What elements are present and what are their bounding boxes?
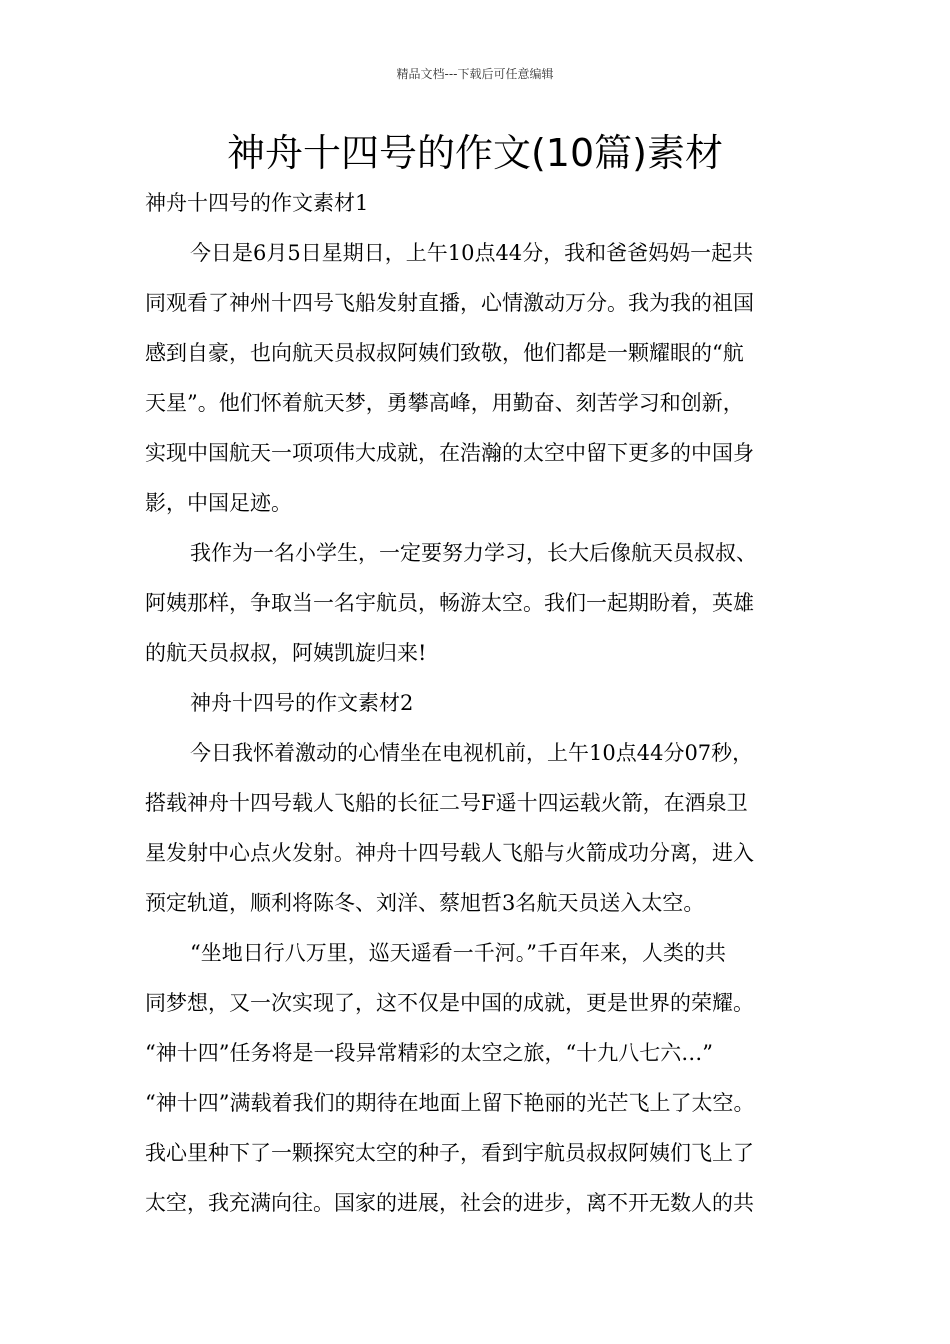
text-line: 太空，我充满向往。国家的进展，社会的进步，离不开无数人的共 [145,1191,754,1215]
document-body [145,178,825,1228]
text-line: 星发射中心点火发射。神舟十四号载人飞船与火箭成功分离，进入 [145,841,754,865]
text-line: 预定轨道，顺利将陈冬、刘洋、蔡旭哲3名航天员送入太空。 [145,891,705,915]
document-title: 神舟十四号的作文(10篇)素材 [226,131,723,175]
text-line: 搭载神舟十四号载人飞船的长征二号F遥十四运载火箭，在酒泉卫 [145,791,748,815]
text-line: 神舟十四号的作文素材2 [190,691,414,715]
text-line: 今日我怀着激动的心情坐在电视机前，上午10点44分07秒， [190,741,754,765]
text-line: 感到自豪，也向航天员叔叔阿姨们致敬，他们都是一颗耀眼的“航 [145,341,744,365]
text-line: “坐地日行八万里，巡天遥看一千河。”千百年来，人类的共 [190,941,726,965]
text-line: 同观看了神州十四号飞船发射直播，心情激动万分。我为我的祖国 [145,291,754,315]
text-line: 的航天员叔叔，阿姨凯旋归来! [145,641,427,665]
text-line: 同梦想，又一次实现了，这不仅是中国的成就，更是世界的荣耀。 [145,991,754,1015]
text-line: 实现中国航天一项项伟大成就，在浩瀚的太空中留下更多的中国身 [145,441,754,465]
header-note: 精品文档---下载后可任意编辑 [396,67,554,81]
text-line: 阿姨那样，争取当一名宇航员，畅游太空。我们一起期盼着，英雄 [145,591,754,615]
text-line: 天星”。他们怀着航天梦，勇攀高峰，用勤奋、刻苦学习和创新， [145,391,744,415]
text-line: “神十四”任务将是一段异常精彩的太空之旅，“十九八七六…” [145,1041,713,1065]
text-line: 我作为一名小学生，一定要努力学习，长大后像航天员叔叔、 [190,541,757,565]
text-line: “神十四”满载着我们的期待在地面上留下艳丽的光芒飞上了太空。 [145,1091,755,1115]
text-line: 神舟十四号的作文素材1 [145,191,369,215]
text-line: 我心里种下了一颗探究太空的种子，看到宇航员叔叔阿姨们飞上了 [145,1141,754,1165]
text-line: 影，中国足迹。 [145,491,292,515]
text-line: 今日是6月5日星期日，上午10点44分，我和爸爸妈妈一起共 [190,241,754,265]
